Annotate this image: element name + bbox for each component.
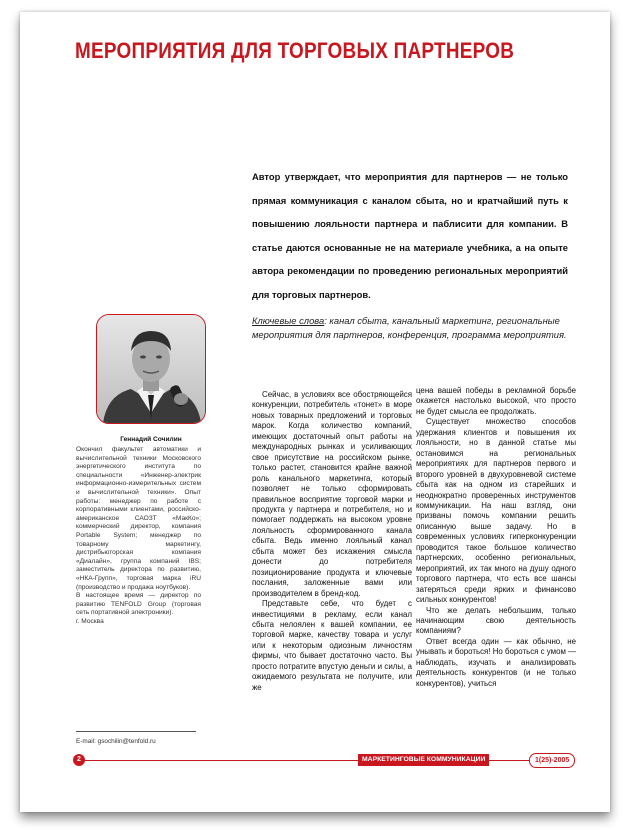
article-abstract: Автор утверждает, что мероприятия для партнеров — не только прямая коммуникация с каналом сбыта, но и кратчайший путь к повышению лояльности партнера и паблисити для компании. В статье даются основанные не на материале учебника, а на опыте автора рекомендации по проведению региональных мероприятий для торговых партнеров. [252,171,568,300]
body-paragraph: цена вашей победы в рекламной борьбе окажется настолько высокой, что просто не будет смысла ее продолжать. [416,386,576,416]
author-name: Геннадий Сочилин [120,436,182,443]
body-column-2 [416,386,576,689]
body-paragraph: Сейчас, в условиях все обостряющейся конкуренции, потребитель «тонет» в море новых товарных предложений и торговых марок. Когда количество компаний, имеющих достаточный опыт работы на международных рынках и усиливающих свое присутствие на российском рынке, только растет, становится крайне важной роль канального маркетинга, который позволяет не только сформировать правильное восприятие торговой марки и продукта у партнера и потребителя, но и помогает поддержать на высоком уровне лояльность сформированного канала сбыта. Ведь именно лояльный канал сбыта может без искажения смысла донести до потребителя позиционирование продукта и ключевые послания, заложенные вами или производителем в бренд-код. [252,390,412,598]
body-paragraph: Существует множество способов удержания клиентов и повышения их лояльности, но в данной статье мы остановимся на региональных мероприятиях для партнеров первого и второго уровней в двухуровневой системе сбыта как на одном из старейших и неоднократно проверенных инструментов коммуникации. На наш взгляд, они призваны помочь компании решить описанную выше задачу. Но в современных условиях гиперконкуренции проводится такое большое количество партнерских, особенно региональных, мероприятий, их так много на душу одного торгового партнера, что есть все шансы затеряться среди ярких и финансово сильных конкурентов! [416,417,576,605]
author-email: E-mail: gsochilin@tenfold.ru [76,738,156,745]
author-photo [96,314,206,424]
bio-divider [76,731,196,732]
journal-name: МАРКЕТИНГОВЫЕ КОММУНИКАЦИИ [358,754,489,766]
keywords-label: Ключевые слова [252,315,325,326]
author-bio-city: г. Москва [76,617,104,625]
author-portrait-image [97,315,205,423]
body-column-1 [252,390,412,693]
footer-rule [75,760,569,761]
author-bio [76,446,201,626]
page-number: 2 [73,754,85,766]
body-paragraph: Представьте себе, что будет с инвестициями в рекламу, если канал сбыта нелоялен к вашей компании, ее торговой марке, качеству товара и услуг или к некоторым одиозным личностям фирмы, что бывает достаточно часто. Вы просто потратите впустую деньги и силы, а ожидаемого результата не получите, или же [252,599,412,692]
author-bio-career: Окончил факультет автоматики и вычислительной техники Московского энергетического института по специальности «Инженер-электрик информационно-измерительных систем и вычислительной техники». Опыт работы: менеджер по работе с корпоративными клиентами, российско-американское САОЗТ «МакКо»; коммерческий директор, компания Portable System; менеджер по товарному маркетингу, дистрибьюторская компания «Диалайн», группа компаний IBS; заместитель директора по развитию, «НКА-Групп», торговая марка iRU (производство и продажа ноутбуков). [76,446,201,591]
keywords [252,314,568,342]
journal-page [20,12,610,812]
article-title: МЕРОПРИЯТИЯ ДЛЯ ТОРГОВЫХ ПАРТНЕРОВ [75,38,515,63]
keywords-text: : канал сбыта, канальный маркетинг, региональные мероприятия для партнеров, конференция, программа мероприятия. [252,315,567,340]
author-bio-current: В настоящее время — директор по развитию TENFOLD Group (торговая сеть портативной электроники). [76,592,201,617]
issue-number: 1(25)-2005 [529,753,575,768]
body-paragraph: Ответ всегда один — как обычно, не унывать и бороться! Но бороться с умом — наблюдать, изучать и анализировать деятельность конкурентов (и не только конкурентов), учиться [416,636,576,688]
body-paragraph: Что же делать небольшим, только начинающим свою деятельность компаниям? [416,605,576,636]
